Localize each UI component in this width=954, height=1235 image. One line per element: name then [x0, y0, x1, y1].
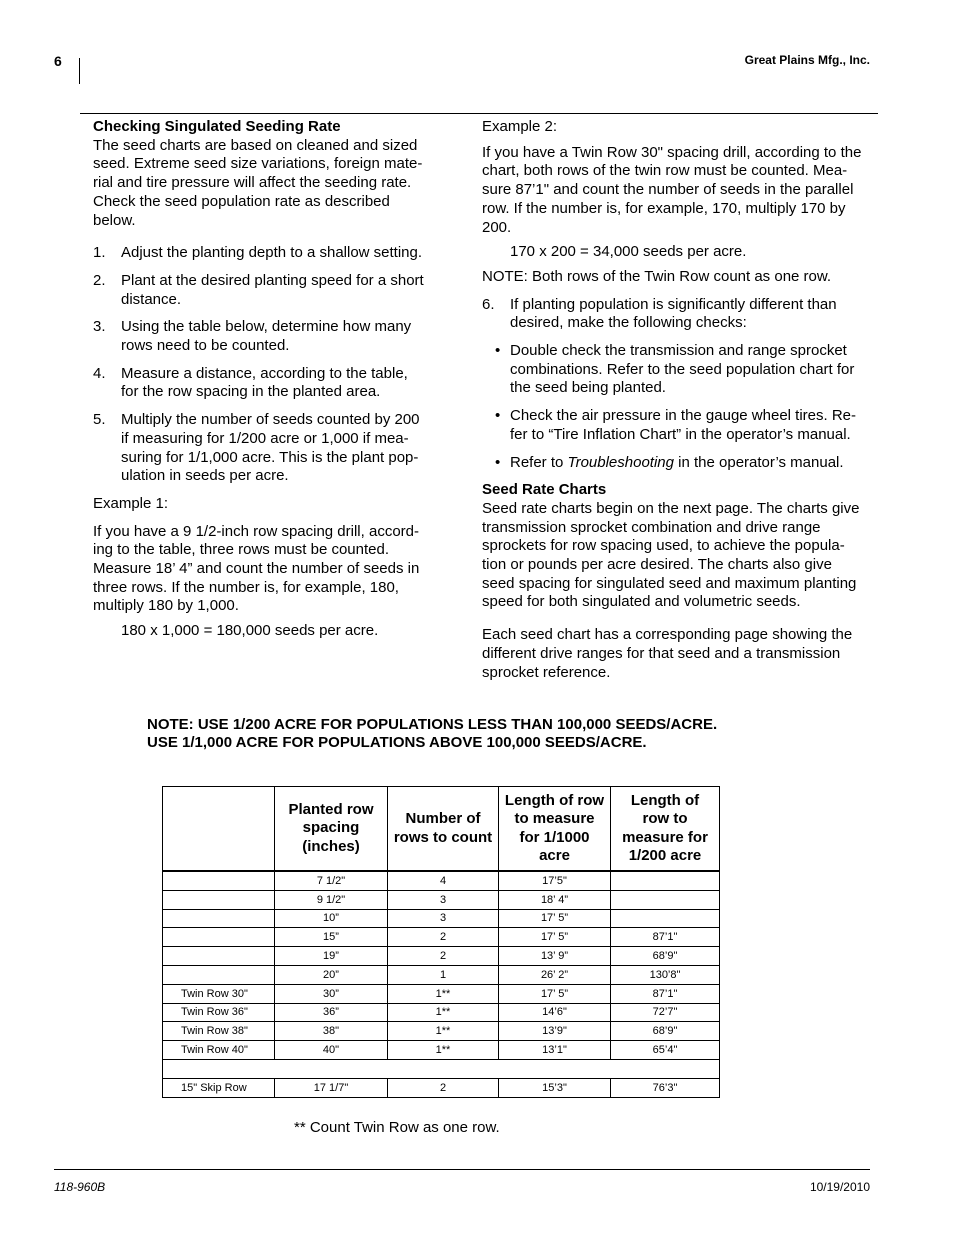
table-cell: 2 — [388, 928, 499, 947]
table-cell: Twin Row 36" — [163, 1003, 275, 1022]
twin-row-note: NOTE: Both rows of the Twin Row count as one row. — [482, 267, 832, 285]
note-line: NOTE: USE 1/200 ACRE FOR POPULATIONS LESS THAN 100,000 SEEDS/ACRE. — [147, 716, 718, 733]
text-line: Each seed chart has a corresponding page showing the — [482, 626, 853, 644]
table-cell: 30” — [275, 984, 388, 1003]
table-row — [163, 1041, 720, 1060]
seed-chart-paragraph — [482, 626, 864, 682]
text-line: Measure a distance, according to the table, — [121, 364, 408, 382]
company-name: Great Plains Mfg., Inc. — [744, 53, 870, 67]
text-fragment: in the operator’s manual. — [674, 453, 844, 471]
table-cell: 7 1/2" — [275, 871, 388, 890]
step-number: 6. — [482, 295, 495, 313]
table-cell: 4 — [388, 871, 499, 890]
bullet-item — [482, 342, 864, 398]
step-number: 2. — [93, 271, 106, 289]
bullet-icon: • — [495, 407, 501, 425]
table-footnote: ** Count Twin Row as one row. — [294, 1119, 500, 1136]
bullet-icon: • — [495, 342, 501, 360]
text-line: chart, both rows of the twin row must be counted. Mea- — [482, 162, 848, 180]
text-line: speed for both singulated and volumetric seeds. — [482, 593, 801, 611]
text-line: Check the seed population rate as described — [93, 192, 390, 210]
table-cell: 18’ 4” — [499, 890, 611, 909]
right-column — [482, 118, 864, 682]
table-cell: 13’9" — [499, 1022, 611, 1041]
text-line: Plant at the desired planting speed for a short — [121, 271, 424, 289]
example-2-paragraph — [482, 144, 864, 238]
text-line: rial and tire pressure will affect the seeding rate. — [93, 174, 412, 192]
column-header-length-200: Length of row to measure for 1/200 acre — [611, 787, 720, 872]
table-cell: 17’ 5” — [499, 928, 611, 947]
text-line: transmission sprocket combination and drive range — [482, 518, 821, 536]
table-cell: 38" — [275, 1022, 388, 1041]
row-count-table — [162, 786, 720, 1098]
text-line: sprocket reference. — [482, 663, 611, 681]
text-line: ulation in seeds per acre. — [121, 467, 289, 485]
table-cell: 17’ 5” — [499, 984, 611, 1003]
header-rule — [80, 113, 878, 114]
text-line: Multiply the number of seeds counted by 200 — [121, 411, 420, 429]
text-line: row. If the number is, for example, 170, multiply 170 by — [482, 199, 846, 217]
table-row — [163, 1022, 720, 1041]
text-line: seed. Extreme seed size variations, foreign mate- — [93, 155, 423, 173]
text-line: Adjust the planting depth to a shallow setting. — [121, 244, 423, 262]
text-line: if measuring for 1/200 acre or 1,000 if mea- — [121, 429, 409, 447]
text-fragment: Refer to — [510, 453, 568, 471]
text-line: Seed rate charts begin on the next page. The charts give — [482, 499, 860, 517]
page-number: 6 — [54, 53, 62, 69]
text-line: below. — [93, 211, 136, 229]
table-row — [163, 890, 720, 909]
document-number: 118-960B — [54, 1180, 106, 1194]
step-3 — [93, 318, 433, 355]
table-cell: 14’6" — [499, 1003, 611, 1022]
section-heading: Checking Singulated Seeding Rate — [93, 118, 341, 135]
text-line: the seed being planted. — [510, 379, 666, 397]
table-cell: 40" — [275, 1041, 388, 1060]
table-cell: 26’ 2” — [499, 965, 611, 984]
text-line: fer to “Tire Inflation Chart” in the operator’s manual. — [510, 425, 851, 443]
text-line: Double check the transmission and range sprocket — [510, 342, 847, 360]
text-line: The seed charts are based on cleaned and sized — [93, 136, 418, 154]
table-cell: Twin Row 38" — [163, 1022, 275, 1041]
column-header-rows-to-count: Number of rows to count — [388, 787, 499, 872]
bullet-item — [482, 454, 864, 473]
section-heading: Seed Rate Charts — [482, 481, 607, 499]
example-1-calculation: 180 x 1,000 = 180,000 seeds per acre. — [121, 622, 379, 640]
table-cell: 2 — [388, 947, 499, 966]
table-cell — [163, 965, 275, 984]
table-row — [163, 928, 720, 947]
step-2 — [93, 272, 433, 309]
table-cell: 15" Skip Row — [163, 1078, 275, 1097]
intro-paragraph — [93, 137, 433, 231]
table-cell: 13’ 9” — [499, 947, 611, 966]
table-cell: 72’7" — [611, 1003, 720, 1022]
table-cell: 17 1/7" — [275, 1078, 388, 1097]
text-line: seed spacing for singulated seed and maximum planting — [482, 574, 857, 592]
table-cell — [163, 909, 275, 928]
text-line: tion or pounds per acre desired. The charts also give — [482, 556, 832, 574]
table-cell: 1** — [388, 984, 499, 1003]
table-cell — [163, 871, 275, 890]
table-cell: 1 — [388, 965, 499, 984]
text-line: ing to the table, three rows must be counted. — [93, 541, 390, 559]
table-cell: 76’3" — [611, 1078, 720, 1097]
table-cell: 2 — [388, 1078, 499, 1097]
table-cell: 1** — [388, 1022, 499, 1041]
bullet-icon: • — [495, 453, 501, 471]
table-cell — [163, 928, 275, 947]
table-row — [163, 984, 720, 1003]
text-line: 200. — [482, 218, 512, 236]
table-cell: 10” — [275, 909, 388, 928]
text-line: Using the table below, determine how many — [121, 318, 412, 336]
table-cell: Twin Row 40" — [163, 1041, 275, 1060]
table-cell: 3 — [388, 909, 499, 928]
text-line: desired, make the following checks: — [510, 314, 747, 332]
table-cell: 87’1" — [611, 984, 720, 1003]
table-row — [163, 947, 720, 966]
table-row — [163, 1078, 720, 1097]
table-cell: 15’3" — [499, 1078, 611, 1097]
text-line: sure 87’1" and count the number of seeds in the parallel — [482, 181, 854, 199]
table-row — [163, 1059, 720, 1078]
text-line: Measure 18’ 4” and count the number of seeds in — [93, 560, 420, 578]
table-cell: 15” — [275, 928, 388, 947]
text-line: different drive ranges for that seed and a transmission — [482, 644, 841, 662]
table-cell — [611, 871, 720, 890]
note-line: USE 1/1,000 ACRE FOR POPULATIONS ABOVE 100,000 SEEDS/ACRE. — [147, 734, 647, 751]
step-number: 5. — [93, 411, 106, 429]
table-cell: 130’8" — [611, 965, 720, 984]
step-5 — [93, 411, 433, 486]
text-line: multiply 180 by 1,000. — [93, 597, 239, 615]
seed-rate-paragraph — [482, 500, 864, 612]
table-cell: Twin Row 30" — [163, 984, 275, 1003]
text-line: rows need to be counted. — [121, 337, 290, 355]
table-cell: 1** — [388, 1003, 499, 1022]
table-row — [163, 1003, 720, 1022]
column-header-length-1000: Length of row to measure for 1/1000 acre — [499, 787, 611, 872]
text-line: If you have a 9 1/2-inch row spacing drill, accord- — [93, 522, 419, 540]
step-number: 4. — [93, 364, 106, 382]
text-line: If you have a Twin Row 30" spacing drill, according to the — [482, 143, 862, 161]
header-divider — [79, 58, 80, 84]
text-line: If planting population is significantly different than — [510, 295, 837, 313]
document-date: 10/19/2010 — [809, 1180, 870, 1194]
text-line: sprockets for row spacing used, to achieve the popula- — [482, 537, 845, 555]
population-note — [147, 716, 717, 752]
table-row — [163, 965, 720, 984]
table-cell: 36” — [275, 1003, 388, 1022]
step-number: 1. — [93, 244, 106, 262]
table-row — [163, 909, 720, 928]
example-2-label: Example 2: — [482, 118, 558, 135]
bullet-item — [482, 407, 864, 444]
table-cell: 65’4" — [611, 1041, 720, 1060]
step-4 — [93, 365, 433, 402]
step-1 — [93, 244, 433, 263]
step-number: 3. — [93, 318, 106, 336]
table-row — [163, 871, 720, 890]
table-cell: 68’9" — [611, 947, 720, 966]
table-cell — [611, 909, 720, 928]
table-cell: 20” — [275, 965, 388, 984]
table-header-row — [163, 787, 720, 872]
table-cell: 19” — [275, 947, 388, 966]
table-cell: 3 — [388, 890, 499, 909]
table-cell: 17’ 5” — [499, 909, 611, 928]
table-cell — [163, 947, 275, 966]
table-cell — [611, 890, 720, 909]
table-spacer-row — [163, 1059, 720, 1078]
table-cell: 9 1/2" — [275, 890, 388, 909]
text-line: suring for 1/1,000 acre. This is the plant pop- — [121, 448, 419, 466]
example-2-calculation: 170 x 200 = 34,000 seeds per acre. — [510, 243, 747, 261]
step-6 — [482, 296, 864, 333]
left-column — [93, 118, 433, 641]
text-line: Check the air pressure in the gauge wheel tires. Re- — [510, 407, 857, 425]
table-cell: 1** — [388, 1041, 499, 1060]
table-cell: 13’1" — [499, 1041, 611, 1060]
table-cell: 17’5" — [499, 871, 611, 890]
text-line: for the row spacing in the planted area. — [121, 383, 381, 401]
column-header-row-spacing: Planted row spacing (inches) — [275, 787, 388, 872]
text-line: combinations. Refer to the seed population chart for — [510, 360, 855, 378]
text-line: three rows. If the number is, for example, 180, — [93, 578, 399, 596]
table-cell — [163, 890, 275, 909]
table-cell: 68’9" — [611, 1022, 720, 1041]
column-header — [163, 787, 275, 872]
text-line: distance. — [121, 290, 182, 308]
example-1-label: Example 1: — [93, 494, 169, 512]
table-cell: 87’1" — [611, 928, 720, 947]
footer-rule — [54, 1169, 870, 1170]
troubleshooting-reference: Troubleshooting — [567, 453, 674, 471]
example-1-paragraph — [93, 523, 433, 617]
